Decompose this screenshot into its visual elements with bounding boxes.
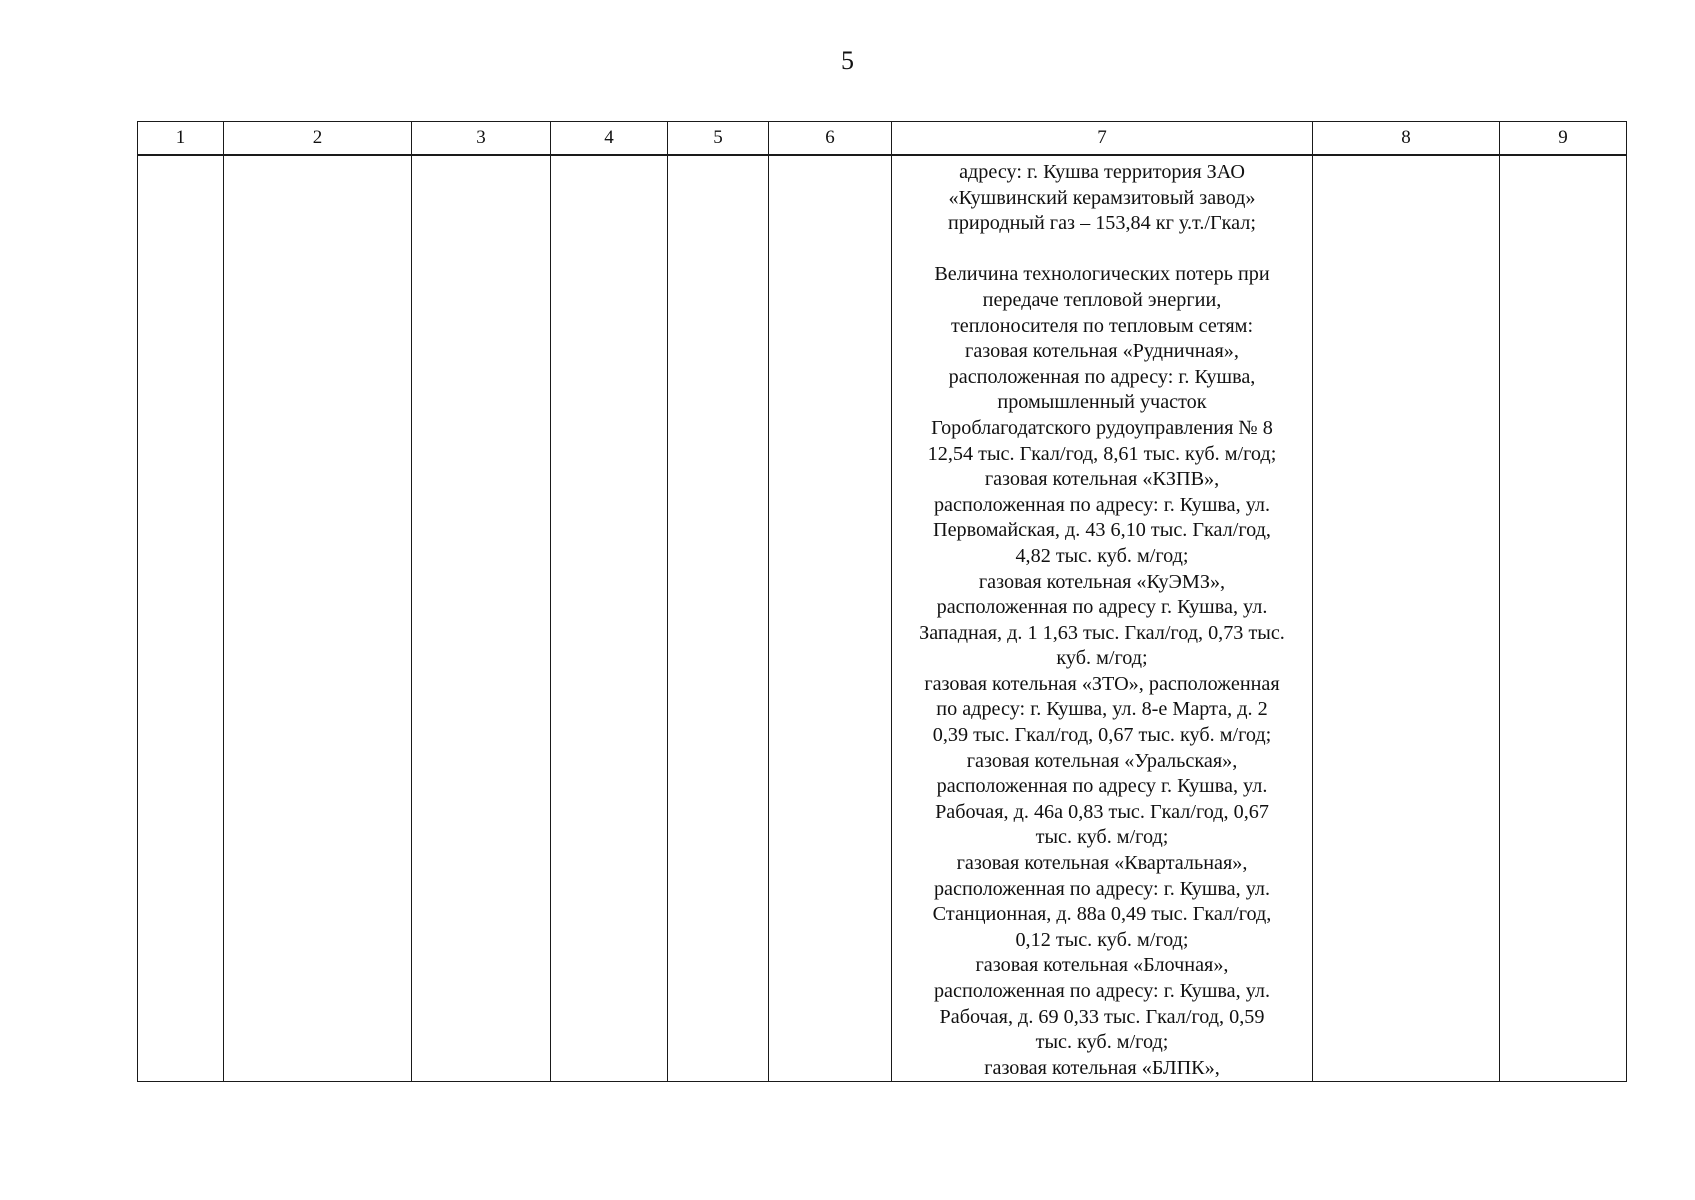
text-line: газовая котельная «ЗТО», расположенная [924, 672, 1280, 695]
text-line: 12,54 тыс. Гкал/год, 8,61 тыс. куб. м/год; [927, 442, 1277, 465]
table-body [138, 155, 1627, 1082]
text-line: Величина технологических потерь при [934, 263, 1270, 286]
text-line: газовая котельная «Квартальная», [956, 852, 1248, 875]
text-line: газовая котельная «Уральская», [966, 749, 1238, 772]
cell-col-6 [769, 155, 892, 1082]
text-line: тыс. куб. м/год; [1035, 826, 1169, 849]
text-line: Рабочая, д. 46а 0,83 тыс. Гкал/год, 0,67 [935, 800, 1269, 823]
text-line: газовая котельная «Блочная», [975, 954, 1229, 977]
text-line: по адресу: г. Кушва, ул. 8-е Марта, д. 2 [936, 698, 1268, 721]
column-header-1: 1 [138, 122, 224, 156]
text-line: расположенная по адресу: г. Кушва, ул. [933, 493, 1271, 516]
text-line: «Кушвинский керамзитовый завод» [948, 186, 1256, 209]
column-header-4: 4 [551, 122, 668, 156]
text-line: куб. м/год; [1056, 647, 1148, 670]
cell-col-9 [1500, 155, 1627, 1082]
page-number: 5 [841, 46, 854, 75]
text-line: Рабочая, д. 69 0,33 тыс. Гкал/год, 0,59 [939, 1005, 1265, 1028]
text-line: расположенная по адресу: г. Кушва, [948, 365, 1256, 388]
cell-col-3 [412, 155, 551, 1082]
text-line: Гороблагодатского рудоуправления № 8 [931, 416, 1273, 439]
text-line: 0,12 тыс. куб. м/год; [1015, 928, 1189, 951]
text-line: 0,39 тыс. Гкал/год, 0,67 тыс. куб. м/год; [932, 724, 1272, 747]
text-line: передаче тепловой энергии, [982, 288, 1222, 311]
cell-paragraph-losses [892, 262, 1312, 1081]
text-line: 4,82 тыс. куб. м/год; [1015, 544, 1189, 567]
table-row [138, 155, 1627, 1082]
column-header-7: 7 [892, 122, 1313, 156]
text-line: газовая котельная «Рудничная», [965, 340, 1239, 363]
text-line: газовая котельная «КЗПВ», [984, 468, 1220, 491]
tariff-table [137, 121, 1627, 1082]
text-line: природный газ – 153,84 кг у.т./Гкал; [948, 212, 1256, 235]
column-header-6: 6 [769, 122, 892, 156]
column-header-2: 2 [224, 122, 412, 156]
cell-col-2 [224, 155, 412, 1082]
text-line: газовая котельная «КуЭМЗ», [978, 570, 1226, 593]
cell-paragraph-fuel [892, 160, 1312, 237]
column-header-3: 3 [412, 122, 551, 156]
text-line: теплоносителя по тепловым сетям: [950, 314, 1254, 337]
text-line: промышленный участок [997, 391, 1207, 414]
table-header [138, 122, 1627, 156]
cell-col-5 [668, 155, 769, 1082]
text-line: Первомайская, д. 43 6,10 тыс. Гкал/год, [933, 519, 1271, 542]
header-row [138, 122, 1627, 156]
text-line: адресу: г. Кушва территория ЗАО [959, 161, 1245, 183]
text-line: Западная, д. 1 1,63 тыс. Гкал/год, 0,73 тыс. [919, 621, 1285, 644]
column-header-5: 5 [668, 122, 769, 156]
cell-col-8 [1313, 155, 1500, 1082]
cell-col-7 [892, 155, 1313, 1082]
text-line: Станционная, д. 88а 0,49 тыс. Гкал/год, [932, 903, 1272, 926]
text-line: тыс. куб. м/год; [1035, 1031, 1169, 1054]
cell-col-4 [551, 155, 668, 1082]
text-line: расположенная по адресу: г. Кушва, ул. [933, 980, 1271, 1002]
cell-col-1 [138, 155, 224, 1082]
paragraph-gap [892, 237, 1312, 263]
text-line: расположенная по адресу г. Кушва, ул. [936, 596, 1268, 619]
text-line: газовая котельная «БЛПК», [984, 1056, 1220, 1079]
column-header-9: 9 [1500, 122, 1627, 156]
column-header-8: 8 [1313, 122, 1500, 156]
text-line: расположенная по адресу: г. Кушва, ул. [933, 877, 1271, 900]
text-line: расположенная по адресу г. Кушва, ул. [936, 775, 1268, 798]
